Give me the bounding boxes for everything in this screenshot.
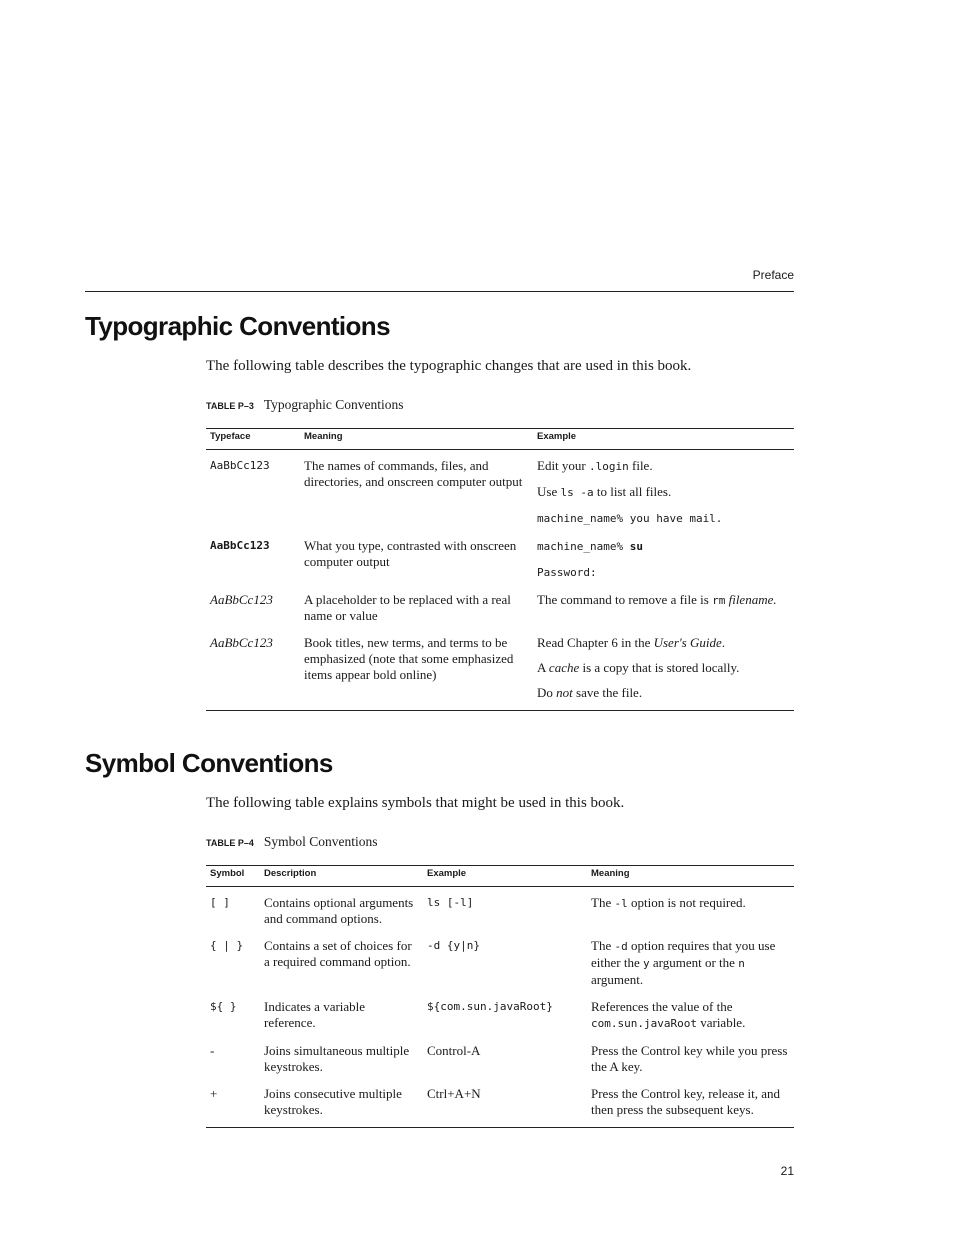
symbol-conventions-table	[206, 865, 794, 1128]
table-label: TABLE P–4	[206, 838, 254, 848]
meaning-cell: Book titles, new terms, and terms to be emphasized (note that some emphasized items appear bold online)	[304, 635, 514, 682]
example-cell: -d {y|n}	[427, 939, 480, 952]
column-header: Meaning	[587, 866, 794, 887]
table-row	[206, 1080, 794, 1128]
section-heading-typographic: Typographic Conventions	[85, 311, 390, 341]
meaning-cell: Press the Control key, release it, and then press the subsequent keys.	[591, 1086, 781, 1117]
example-cell: machine_name% su Password:	[537, 540, 643, 579]
table-row	[206, 586, 794, 629]
table-row	[206, 450, 794, 533]
example-cell: Control-A	[427, 1043, 481, 1058]
symbol-cell: [ ]	[210, 896, 230, 909]
example-cell: Read Chapter 6 in the User's Guide. A cache is a copy that is stored locally. Do not save the file.	[537, 635, 740, 700]
table-header-row	[206, 866, 794, 887]
typographic-conventions-table	[206, 428, 794, 711]
example-cell: ${com.sun.javaRoot}	[427, 1000, 553, 1013]
table-label: TABLE P–3	[206, 401, 254, 411]
description-cell: Indicates a variable reference.	[264, 999, 366, 1030]
table-row	[206, 629, 794, 711]
example-cell: Ctrl+A+N	[427, 1086, 481, 1101]
symbol-cell: +	[210, 1086, 218, 1101]
description-cell: Joins consecutive multiple keystrokes.	[264, 1086, 402, 1117]
example-cell: The command to remove a file is rm filename.	[537, 592, 777, 607]
meaning-cell: The -l option is not required.	[591, 895, 746, 910]
description-cell: Contains a set of choices for a required command option.	[264, 938, 412, 969]
meaning-cell: The -d option requires that you use either the y argument or the n argument.	[591, 938, 776, 987]
meaning-cell: A placeholder to be replaced with a real name or value	[304, 592, 511, 623]
table-header-row	[206, 429, 794, 450]
table-row	[206, 532, 794, 586]
column-header: Symbol	[206, 866, 260, 887]
symbol-cell: { | }	[210, 939, 244, 952]
column-header: Example	[423, 866, 587, 887]
table-row	[206, 993, 794, 1037]
meaning-cell: References the value of the com.sun.javaRoot variable.	[591, 999, 746, 1030]
description-cell: Contains optional arguments and command options.	[264, 895, 414, 926]
meaning-cell: The names of commands, files, and directories, and onscreen computer output	[304, 458, 523, 489]
meaning-cell: Press the Control key while you press the A key.	[591, 1043, 788, 1074]
section-intro-typographic: The following table describes the typographic changes that are used in this book.	[206, 358, 692, 374]
table-row	[206, 1037, 794, 1080]
table-title: Symbol Conventions	[263, 834, 378, 849]
table-row	[206, 932, 794, 993]
example-cell: Edit your .login file. Use ls -a to list all files. machine_name% you have mail.	[537, 458, 723, 525]
section-heading-symbol: Symbol Conventions	[85, 748, 333, 778]
example-cell: ls [-l]	[427, 896, 474, 909]
symbol-cell: -	[210, 1043, 215, 1058]
description-cell: Joins simultaneous multiple keystrokes.	[264, 1043, 410, 1074]
column-header: Typeface	[206, 429, 300, 450]
typeface-cell: AaBbCc123	[210, 539, 270, 552]
typeface-cell: AaBbCc123	[210, 459, 270, 472]
header-rule	[85, 291, 794, 292]
table-caption-symbol	[206, 834, 377, 850]
column-header: Example	[533, 429, 794, 450]
typeface-cell: AaBbCc123	[210, 635, 273, 650]
table-row	[206, 887, 794, 933]
symbol-cell: ${ }	[210, 1000, 237, 1013]
running-head: Preface	[752, 268, 794, 282]
section-intro-symbol: The following table explains symbols that might be used in this book.	[206, 795, 625, 811]
column-header: Meaning	[300, 429, 533, 450]
meaning-cell: What you type, contrasted with onscreen computer output	[304, 538, 517, 569]
page-number: 21	[780, 1164, 794, 1178]
table-title: Typographic Conventions	[263, 397, 404, 412]
typeface-cell: AaBbCc123	[210, 592, 273, 607]
table-caption-typographic	[206, 397, 404, 413]
column-header: Description	[260, 866, 423, 887]
